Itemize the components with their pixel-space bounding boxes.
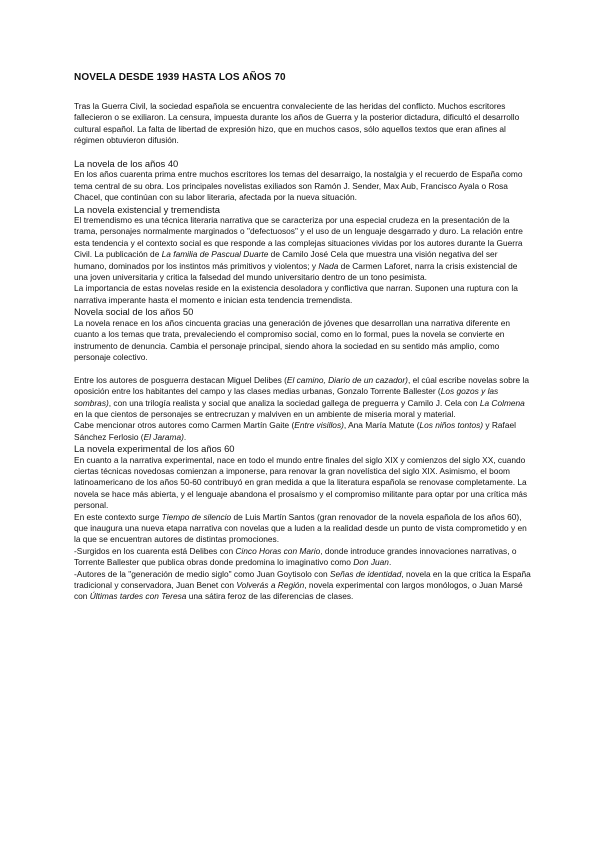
intro-paragraph: Tras la Guerra Civil, la sociedad española se encuentra convaleciente de las heridas del conflicto. Muchos escritores fallecieron o se exiliaron. La censura, impuesta durante los años de Guerra y la posterior dictadura, dificultó el desarrollo cultural español. La falta de libertad de expresión hizo, que en muchos casos, sólo aquellos textos que eran afines al régimen obtuvieron difusión. xyxy=(74,101,520,146)
spacer xyxy=(74,147,532,158)
book-title: Señas de identidad xyxy=(329,568,402,579)
book-title: Cinco Horas con Mario xyxy=(235,545,321,556)
book-title: El camino, Diario de un cazador) xyxy=(286,374,408,385)
section-paragraph-60s: En cuanto a la narrativa experimental, nace en todo el mundo entre finales del siglo XIX y comienzos del siglo XX, cuando ciertas técnicas novedosas comienzan a imponerse, para renovar la gran novelística del siglo XIX. Asimismo, el boom latinoamericano de los años 50-60 contribuyó en gran medida a que la literatura española se renovase completamente. La novela se hace más abierta, y el lenguaje abandona el prosaísmo y el compromiso militante para optar por una crítica más personal. xyxy=(74,454,528,511)
list-item: -Surgidos en los cuarenta está Delibes con Cinco Horas con Mario, donde introduce grandes innovaciones narrativas, o Torrente Ballester que publica obras donde predomina lo imaginativo como Don Juan. xyxy=(74,545,517,568)
document-title: NOVELA DESDE 1939 HASTA LOS AÑOS 70 xyxy=(74,72,286,83)
section-heading-40s: La novela de los años 40 xyxy=(74,158,179,170)
book-title: Nada xyxy=(318,260,339,271)
section-paragraph-50s: La novela renace en los años cincuenta gracias una generación de jóvenes que desarrollan una narrativa diferente en cuanto a los temas que trata, prevaleciendo el compromiso social, como en lo formal, pues la novela se convierte en instrumento de denuncia. Cambia el personaje principal, siendo ahora la sociedad en su sentido más amplio, como personaje colectivo. xyxy=(74,317,511,362)
section-paragraph-tremendista-2: La importancia de estas novelas reside en la existencia desoladora y conflictiva que narran. Suponen una ruptura con la narrativa imperante hasta el momento e inician esta tendencia tremendista. xyxy=(74,283,518,305)
section-heading-tremendista: La novela existencial y tremendista xyxy=(74,203,220,215)
document-body xyxy=(74,101,532,603)
spacer xyxy=(74,363,532,374)
book-title: Últimas tardes con Teresa xyxy=(89,591,187,602)
authors-paragraph: Entre los autores de posguerra destacan Miguel Delibes (El camino, Diario de un cazador), el cúal escribe novelas sobre la oposición entre los habitantes del campo y las clases medias urbanas, Gonzalo Torrente Ballester (Los gozos y las sombras), con una trilogía realista y social que analiza la sociedad gallega de preguerra y Camilo J. Cela con La Colmena en la que cientos de personajes se entrecruzan y malviven en un ambiente de miseria moral y material. xyxy=(74,374,529,419)
section-paragraph-60s-2: En este contexto surge Tiempo de silencio de Luis Martín Santos (gran renovador de la novela española de los años 60), que inaugura una nueva etapa narrativa con novelas que a luden a la realidad desde un punto de vista comprometido y en la que se encuentran autores de distintas promociones. xyxy=(74,511,527,545)
book-title: Tiempo de silencio xyxy=(161,511,232,522)
book-title: Volverás a Región xyxy=(236,580,305,591)
section-heading-50s: Novela social de los años 50 xyxy=(74,306,194,318)
list-item: -Autores de la "generación de medio siglo" como Juan Goytisolo con Señas de identidad, novela en la que critica la España tradicional y conservadora, Juan Benet con Volverás a Región, novela experimental con largos monólogos, o Juan Marsé con Últimas tardes con Teresa una sátira feroz de las diferencias de clases. xyxy=(74,568,531,602)
other-authors-paragraph: Cabe mencionar otros autores como Carmen Martín Gaite (Entre visillos), Ana María Matute (Los niños tontos) y Rafael Sánchez Ferlosio (El Jarama). xyxy=(74,420,516,442)
book-title: Los gozos y las sombras) xyxy=(74,386,499,408)
section-paragraph-40s: En los años cuarenta prima entre muchos escritores los temas del desarraigo, la nostalgia y el recuerdo de España como tema central de su obra. Los principales novelistas exiliados son Ramón J. Sender, Max Aub, Francisco Ayala o Rosa Chacel, que continúan con su labor literaria, afectada por la nueva situación. xyxy=(74,169,523,203)
book-title: Los niños tontos) xyxy=(419,420,484,431)
book-title: La Colmena xyxy=(479,397,525,408)
section-heading-60s: La novela experimental de los años 60 xyxy=(74,443,235,455)
section-paragraph-tremendista: El tremendismo es una técnica literaria narrativa que se caracteriza por una especial crudeza en la presentación de la trama, personajes normalmente marginados o "defectuosos" y el uso de un lenguaje desgarrado y duro. La relación entre esta tendencia y el contexto social es que responde a las complejas situaciones vividas por los autores durante la Guerra Civil. La publicación de La familia de Pascual Duarte de Camilo José Cela que muestra una visión negativa del ser humano, dominados por los instintos más primitivos y violentos; y Nada de Carmen Laforet, narra la crisis existencial de una joven universitaria y critica la falsedad del mundo universitario dentro de un tono pesimista. xyxy=(74,215,523,283)
book-title: La familia de Pascual Duarte xyxy=(161,249,269,260)
book-title: Entre visillos) xyxy=(294,420,344,431)
book-title: El Jarama) xyxy=(143,431,184,442)
book-title: Don Juan xyxy=(353,557,389,568)
